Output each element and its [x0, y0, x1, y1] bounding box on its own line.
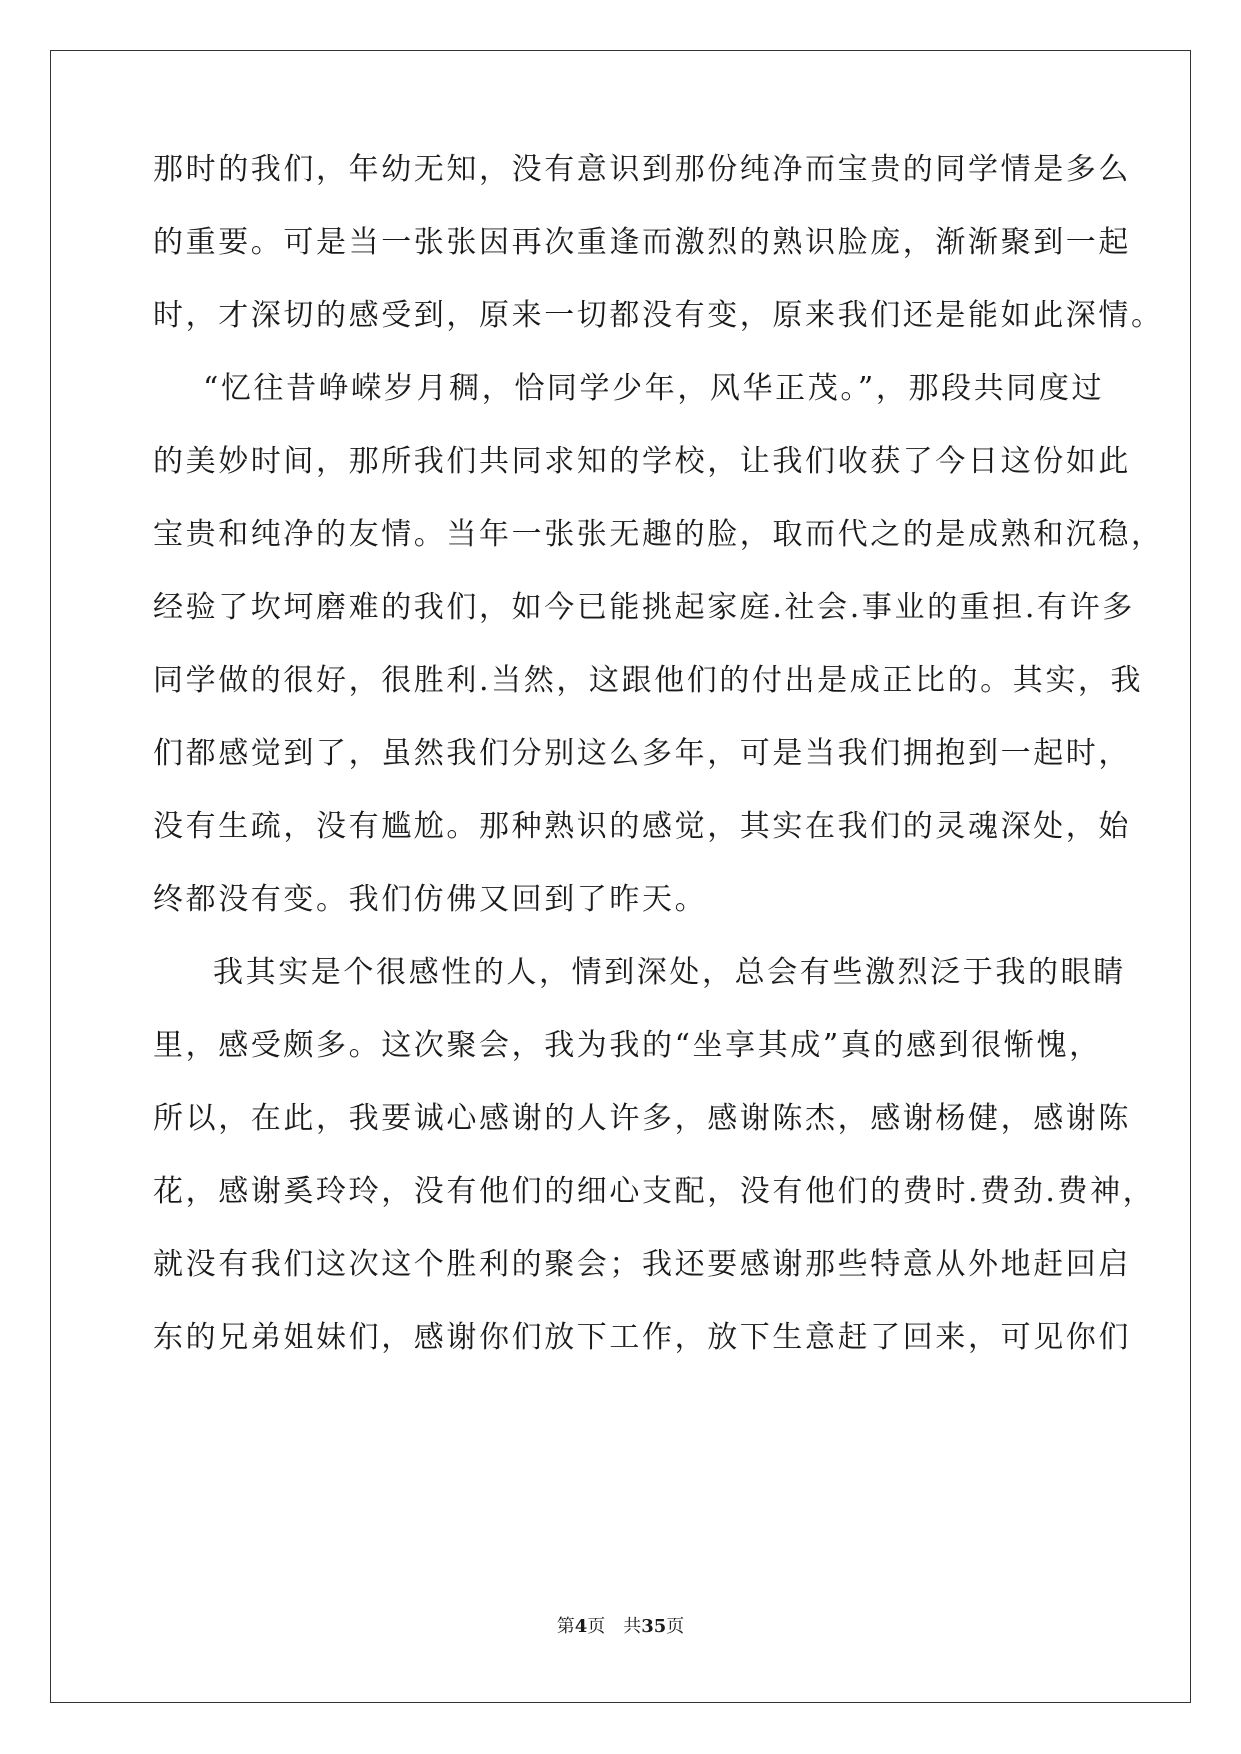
text-line: 终都没有变。我们仿佛又回到了昨天。 — [153, 882, 708, 917]
text-line: 就没有我们这次这个胜利的聚会；我还要感谢那些特意从外地赶回启 — [153, 1247, 1131, 1282]
text-line: “忆往昔峥嵘岁月稠，恰同学少年，风华正茂。”，那段共同度过 — [203, 371, 1105, 406]
page-number: 4 — [574, 1616, 588, 1637]
text-line: 时，才深切的感受到，原来一切都没有变，原来我们还是能如此深情。 — [153, 298, 1164, 333]
page-footer — [0, 1615, 1241, 1639]
text-line: 没有生疏，没有尴尬。那种熟识的感觉，其实在我们的灵魂深处，始 — [153, 809, 1131, 844]
text-line: 宝贵和纯净的友情。当年一张张无趣的脸，取而代之的是成熟和沉稳， — [153, 517, 1164, 552]
text-line: 我其实是个很感性的人，情到深处，总会有些激烈泛于我的眼睛 — [213, 955, 1126, 990]
text-line: 的美妙时间，那所我们共同求知的学校，让我们收获了今日这份如此 — [153, 444, 1131, 479]
page-label-suffix: 页 — [587, 1616, 606, 1637]
text-line: 东的兄弟姐妹们，感谢你们放下工作，放下生意赶了回来，可见你们 — [153, 1320, 1131, 1355]
text-line: 同学做的很好，很胜利.当然，这跟他们的付出是成正比的。其实，我 — [153, 663, 1144, 698]
total-pages: 35 — [641, 1616, 667, 1637]
text-line: 里，感受颇多。这次聚会，我为我的“坐享其成”真的感到很惭愧， — [153, 1028, 1102, 1063]
text-line: 们都感觉到了，虽然我们分别这么多年，可是当我们拥抱到一起时， — [153, 736, 1131, 771]
text-line: 经验了坎坷磨难的我们，如今已能挑起家庭.社会.事业的重担.有许多 — [153, 590, 1135, 625]
text-line: 花，感谢奚玲玲，没有他们的细心支配，没有他们的费时.费劲.费神， — [153, 1174, 1156, 1209]
total-label-prefix: 共 — [623, 1616, 642, 1637]
page-label-prefix: 第 — [556, 1616, 575, 1637]
text-line: 的重要。可是当一张张因再次重逢而激烈的熟识脸庞，渐渐聚到一起 — [153, 225, 1131, 260]
text-line: 所以，在此，我要诚心感谢的人许多，感谢陈杰，感谢杨健，感谢陈 — [153, 1101, 1131, 1136]
total-label-suffix: 页 — [666, 1616, 685, 1637]
text-line: 那时的我们，年幼无知，没有意识到那份纯净而宝贵的同学情是多么 — [153, 152, 1131, 187]
